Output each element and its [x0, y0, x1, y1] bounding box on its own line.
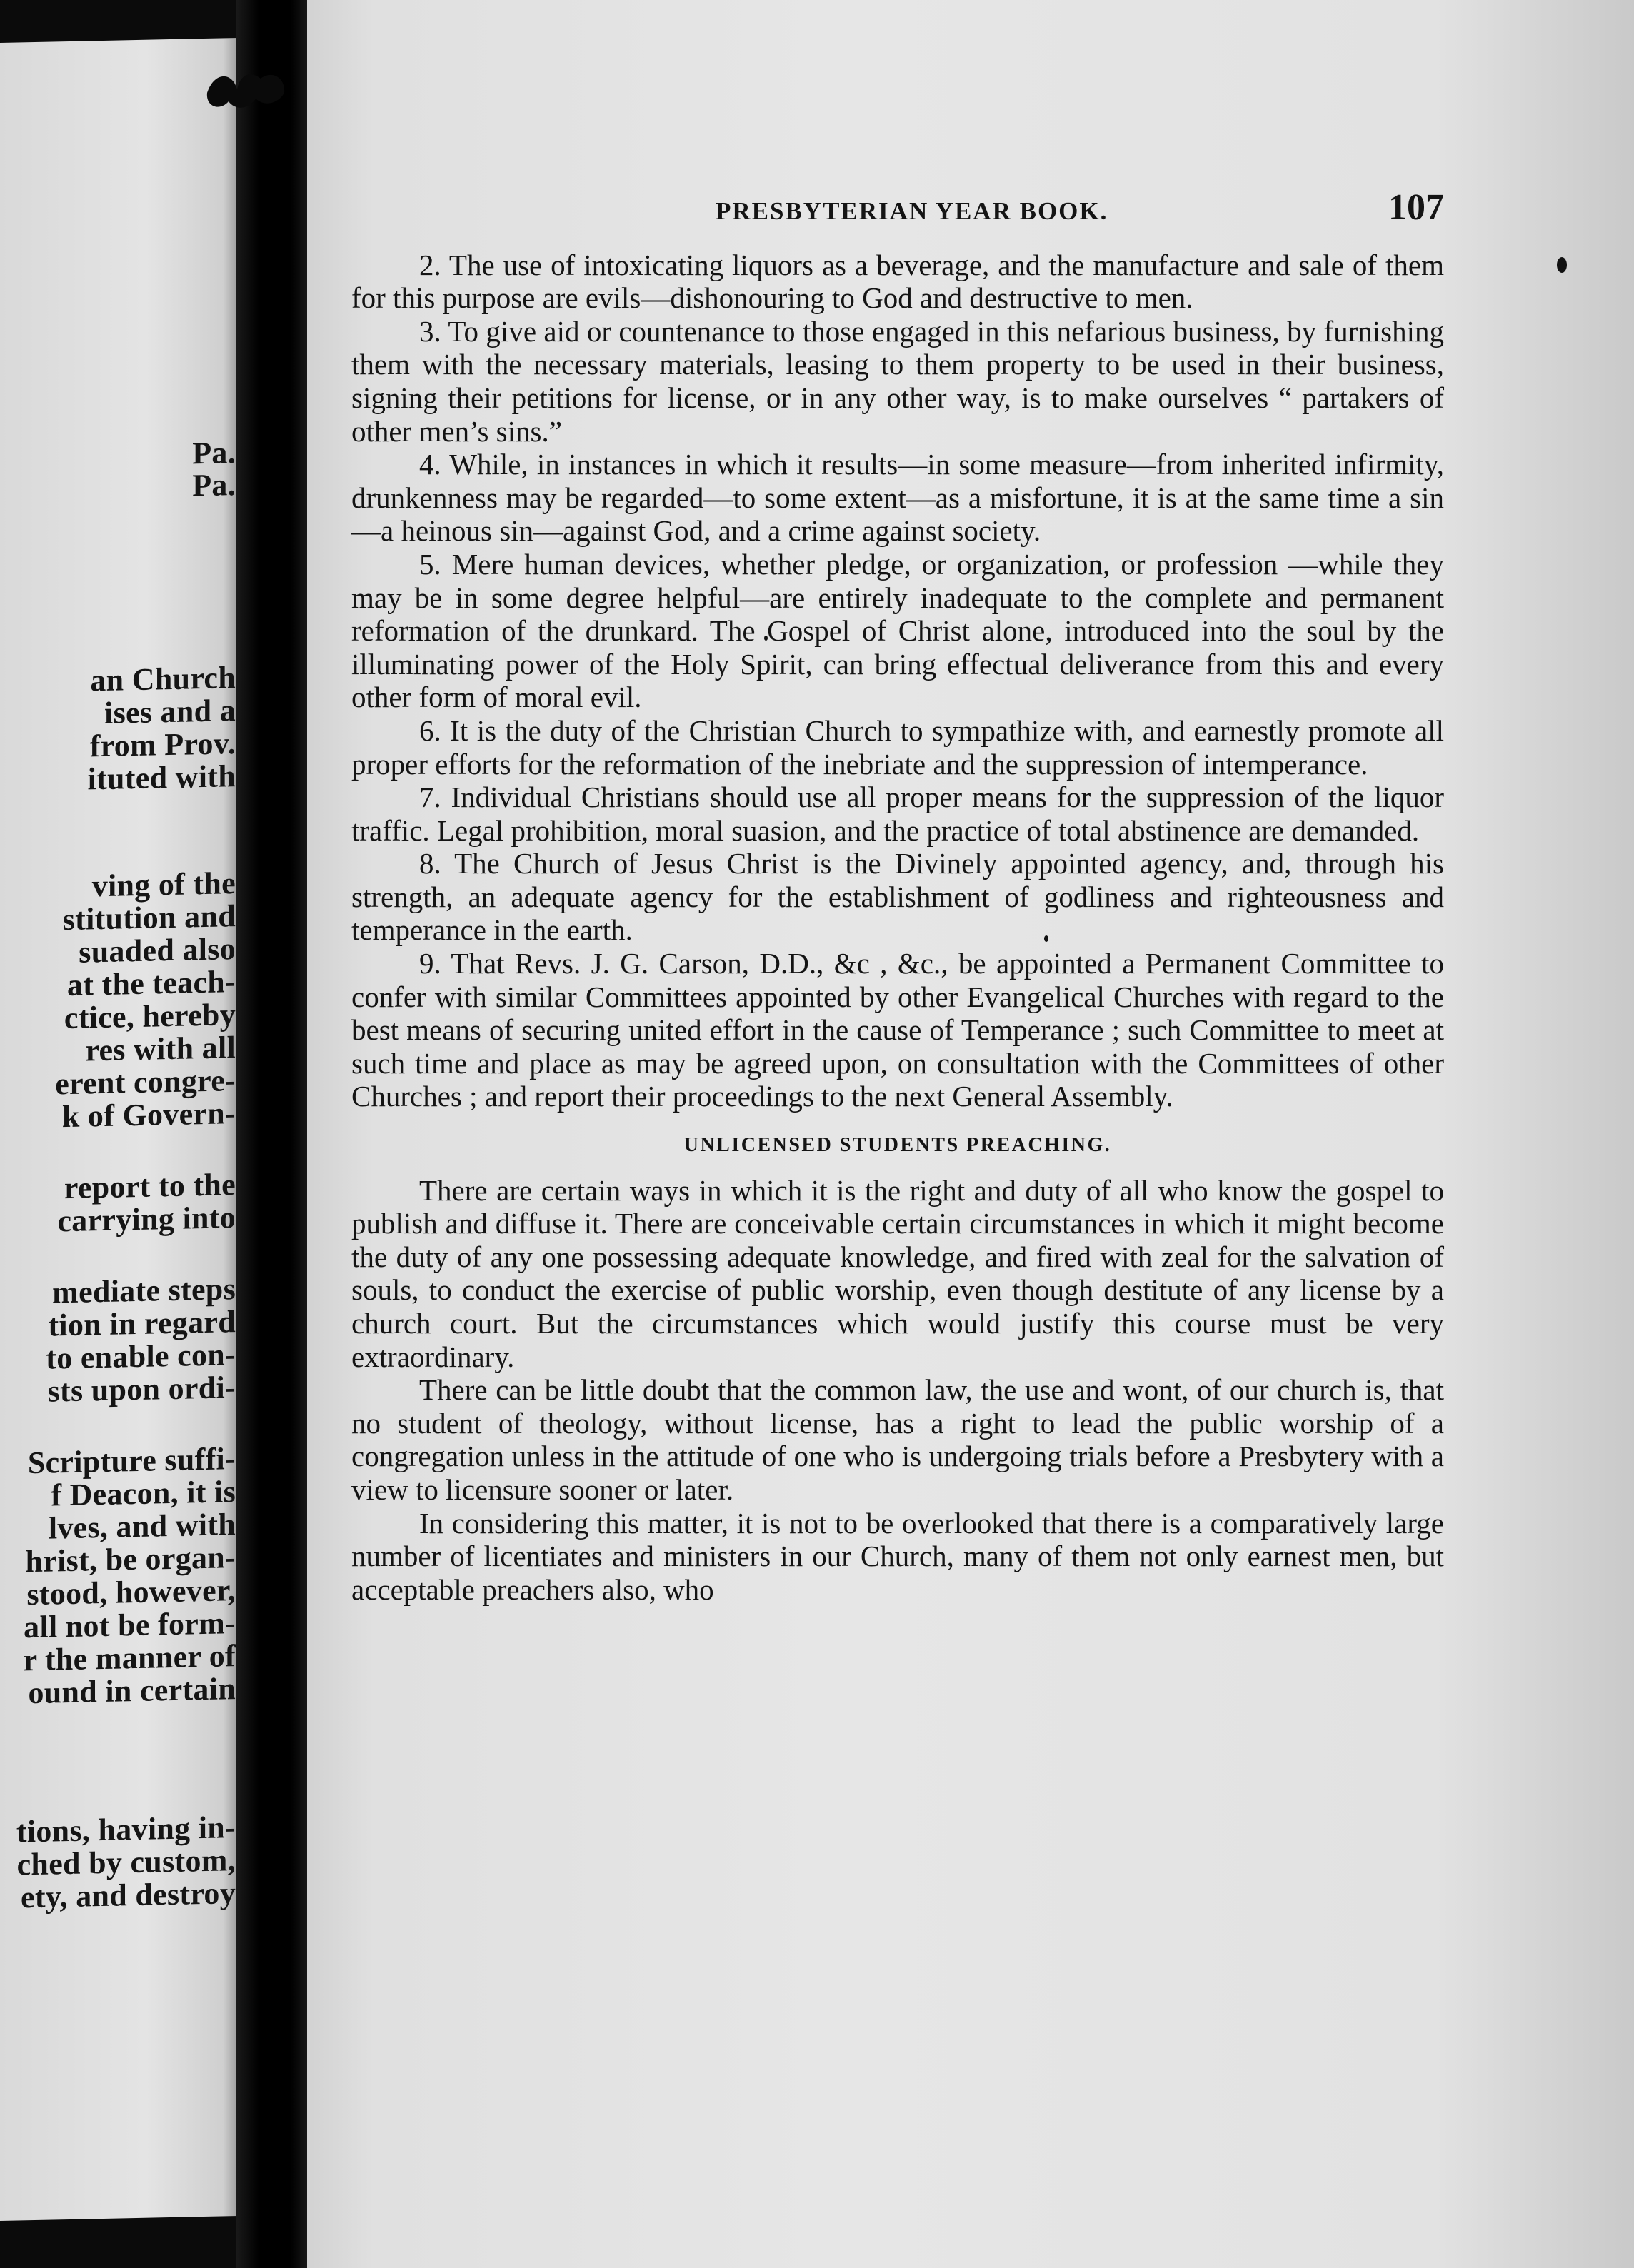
left-page-line: at the teach-: [66, 964, 236, 1003]
left-page-line: erent congre-: [55, 1063, 236, 1102]
ink-speck: [1557, 257, 1567, 273]
left-facing-page: [0, 38, 243, 2221]
left-page-line: r the manner of: [23, 1638, 236, 1678]
left-page-line: ched by custom,: [16, 1842, 236, 1882]
resolution-4: 4. While, in instances in which it results—in some measure—from inherited infirmity, drunkenness may be regarded—to some extent—as a misfortune, it is at the same time a sin—a heinous sin—against God, and a crime against society.: [351, 448, 1444, 548]
resolution-3: 3. To give aid or countenance to those engaged in this nefarious business, by furnishing them with the necessary materials, leasing to them property to be used in their business, signing their petitions for license, or in any other way, is to make ourselves “ partakers of other men’s sins.”: [351, 314, 1444, 448]
section-heading: UNLICENSED STUDENTS PREACHING.: [683, 1134, 1112, 1157]
body-paragraph: In considering this matter, it is not to be overlooked that there is a comparatively large number of licentiates and ministers in our Church, many of them not only earnest men, but acceptable preachers also, who: [351, 1506, 1444, 1606]
resolution-2: 2. The use of intoxicating liquors as a beverage, and the manufacture and sale of them for this purpose are evils—dishonouring to God and destructive to men.: [351, 248, 1444, 315]
left-page-line: hrist, be organ-: [25, 1540, 236, 1580]
left-page-line: suaded also: [79, 931, 236, 970]
left-page-line: ety, and destroy: [20, 1875, 236, 1915]
left-page-line: stood, however,: [26, 1572, 236, 1612]
left-page-line: res with all: [85, 1030, 236, 1068]
body-paragraph: There can be little doubt that the common law, the use and wont, of our church is, that no student of theology, without license, has a right to lead the public worship of a congregation unless in the attitude of one who is undergoing trials before a Presbytery with a view to licensure sooner or later.: [351, 1373, 1444, 1506]
running-header: [351, 187, 1444, 229]
left-page-line: stitution and: [62, 898, 236, 938]
left-page-line: mediate steps: [52, 1271, 236, 1310]
resolution-8: 8. The Church of Jesus Christ is the Divinely appointed agency, and, through his strength, an adequate agency for the establishment of godliness and righteousness and temperance in the earth.: [351, 847, 1444, 947]
left-page-line: from Prov.: [89, 726, 236, 764]
running-title: PRESBYTERIAN YEAR BOOK.: [716, 197, 1108, 225]
left-page-line: report to the: [64, 1167, 236, 1206]
page-number: 107: [1388, 187, 1444, 228]
page-text-block: [351, 187, 1444, 1606]
book-gutter: [236, 0, 314, 2268]
left-page-line: ving of the: [91, 865, 236, 904]
left-page-line: an Church: [90, 660, 236, 698]
left-page-line: to enable con-: [46, 1337, 236, 1376]
resolution-5: 5. Mere human devices, whether pledge, or organization, or profession —while they may be in some degree helpful—are entirely inadequate to the complete and permanent reformation of the drunkard. The Gospel of Christ alone, introduced into the soul by the illuminating power of the Holy Spirit, can bring effectual deliverance from this and every other form of moral evil.: [351, 547, 1444, 714]
left-page-line: Pa.: [192, 435, 236, 471]
left-page-line: tion in regard: [48, 1304, 236, 1343]
binding-ornament-icon: [193, 64, 293, 121]
left-page-line: sts upon ordi-: [47, 1370, 236, 1409]
resolution-9: 9. That Revs. J. G. Carson, D.D., &c , &c., be appointed a Permanent Committee to confer with similar Committees appointed by other Evangelical Churches with regard to the best means of securing united effort in the cause of Temperance ; such Committee to meet at such time and place as may be agreed upon, on consultation with the Committees of other Churches ; and report their proceedings to the next General Assembly.: [351, 947, 1444, 1113]
left-page-line: ises and a: [104, 693, 236, 731]
left-page-line: k of Govern-: [61, 1095, 236, 1135]
left-page-line: Pa.: [192, 467, 236, 503]
left-page-line: tions, having in-: [16, 1810, 236, 1850]
resolution-6: 6. It is the duty of the Christian Church to sympathize with, and earnestly promote all proper efforts for the reformation of the inebriate and the suppression of intemperance.: [351, 713, 1444, 781]
left-page-line: f Deacon, it is: [51, 1474, 236, 1513]
left-page-line: carrying into: [57, 1200, 236, 1239]
left-page-line: lves, and with: [48, 1507, 236, 1546]
left-page-line: Scripture suffi-: [27, 1441, 236, 1481]
left-page-line: all not be form-: [24, 1605, 236, 1645]
body-paragraph: There are certain ways in which it is the right and duty of all who know the gospel to publish and diffuse it. There are conceivable certain circumstances in which it might become the duty of any one possessing adequate knowledge, and fired with zeal for the salvation of souls, to conduct the exercise of public worship, even though destitute of any license by a church court. But the circumstances which would justify this course must be very extraordinary.: [351, 1173, 1444, 1373]
left-page-line: ituted with: [87, 758, 236, 797]
left-page-line: ound in certain: [28, 1671, 236, 1711]
left-page-line: ctice, hereby: [64, 997, 236, 1036]
resolution-7: 7. Individual Christians should use all proper means for the suppression of the liquor traffic. Legal prohibition, moral suasion, and the practice of total abstinence are demanded.: [351, 781, 1444, 847]
